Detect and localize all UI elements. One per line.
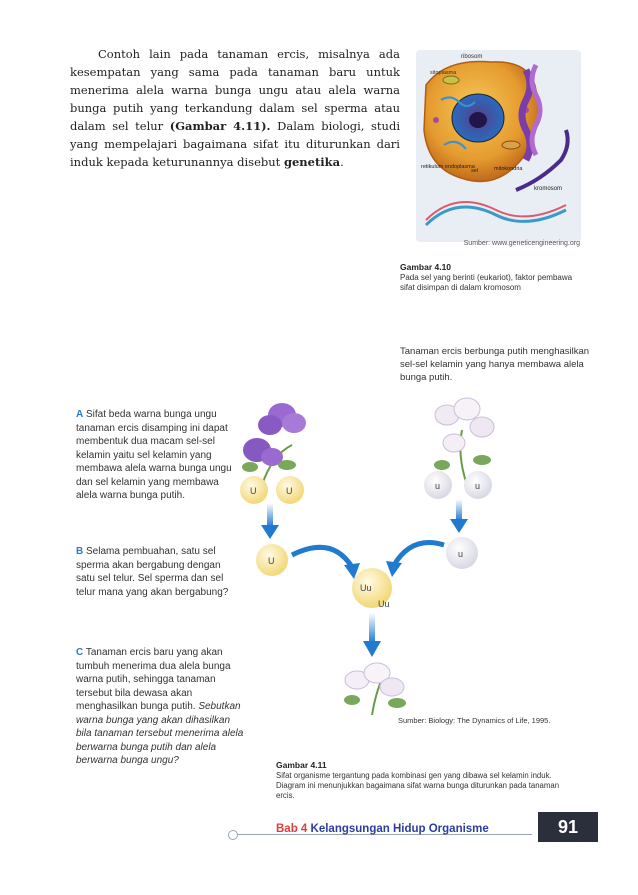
egg-allele: u xyxy=(458,549,464,559)
diagram-source: Sumber: Biology: The Dynamics of Life, 1995. xyxy=(398,716,551,725)
note-b xyxy=(76,545,236,599)
label-sel: sel xyxy=(471,168,479,174)
arrow-right-down xyxy=(450,499,468,533)
pea-inheritance-diagram xyxy=(232,395,562,725)
figure-4-11-caption: Sifat organisme tergantung pada kombinasi gen yang dibawa sel kelamin induk. Diagram ini menunjukkan bagaimana sifat warna bunga diturunkan pada tanaman ercis. xyxy=(276,771,560,800)
label-mitokondria: mitokondria xyxy=(494,166,523,172)
arrow-egg-to-zygote xyxy=(386,543,444,578)
intro-paragraph: Contoh lain pada tanaman ercis, misalnya ada kesempatan yang sama pada tanaman baru untuk menerima alela warna bunga ungu atau alela warna bunga putih yang terkandung dalam sel sperma atau dalam sel telur (Gambar 4.11). Dalam biologi, studi yang mempelajari bagaimana sifat itu diturunkan dari induk kepada keturunannya disebut genetika. xyxy=(70,47,400,169)
note-c-text: Tanaman ercis baru yang akan tumbuh menerima dua alela bunga warna putih, sehingga tanaman tersebut bila dewasa akan menghasilkan bunga putih. xyxy=(76,647,231,712)
note-c-question: Sebutkan warna bunga yang akan dihasilkan bila tanaman tersebut menerima alela berwarna bunga putih dan alela berwarna bunga ungu? xyxy=(76,701,244,766)
white-gamete-allele-2: u xyxy=(475,481,481,491)
footer-circle-ornament xyxy=(228,830,238,840)
note-b-letter: B xyxy=(76,546,84,557)
offspring-white-plant xyxy=(344,663,406,715)
note-b-text: Selama pembuahan, satu sel sperma akan bergabung dengan satu sel telur. Sel sperma dan sel telur mana yang akan bergabung? xyxy=(76,546,229,598)
footer-chapter-number: Bab 4 xyxy=(276,823,308,835)
footer-chapter-title xyxy=(276,823,489,835)
figure-reference: (Gambar 4.11). xyxy=(169,119,271,133)
eukaryotic-cell-figure xyxy=(416,50,581,242)
arrow-left-down xyxy=(261,503,279,539)
note-a-letter: A xyxy=(76,409,84,420)
purple-gametes xyxy=(240,476,304,504)
white-gametes xyxy=(424,471,492,499)
sperm-allele: U xyxy=(268,556,275,566)
white-plant-note: Tanaman ercis berbunga putih menghasilkan sel-sel kelamin yang hanya membawa alela bunga putih. xyxy=(400,346,590,383)
note-c-letter: C xyxy=(76,647,84,658)
footer-chapter-name: Kelangsungan Hidup Organisme xyxy=(310,823,489,835)
label-retikulum: retikulum endoplasma xyxy=(421,164,475,170)
white-gamete-allele-1: u xyxy=(435,481,441,491)
arrow-sperm-to-zygote xyxy=(292,547,360,579)
arrow-zygote-to-offspring xyxy=(363,613,381,657)
label-sitoplasma: sitoplasma xyxy=(430,70,457,76)
purple-gamete-allele-1: U xyxy=(250,486,257,496)
figure-4-10-title: Gambar 4.10 xyxy=(400,262,452,272)
page-number: 91 xyxy=(538,812,598,842)
zygote-genotype-2: Uu xyxy=(378,599,390,609)
zygote-genotype: Uu xyxy=(360,583,372,593)
figure-4-11-title: Gambar 4.11 xyxy=(276,760,327,770)
genetika-term: genetika xyxy=(283,155,341,169)
purple-gamete-allele-2: U xyxy=(286,486,293,496)
note-a-text: Sifat beda warna bunga ungu tanaman ercis disamping ini dapat membentuk dua macam sel-sel kelamin yaitu sel kelamin yang membawa alela warna bunga ungu dan sel kelamin yang membawa alela warna bunga putih. xyxy=(76,409,232,501)
note-a xyxy=(76,408,236,503)
purple-flower-plant xyxy=(242,403,306,485)
note-c xyxy=(76,646,246,768)
label-ribosom: ribosom xyxy=(461,54,483,60)
label-kromosom: kromosom xyxy=(534,186,563,192)
cell-figure-source: Sumber: www.geneticengineering.org xyxy=(463,240,580,247)
figure-4-10-caption: Pada sel yang berinti (eukariot), faktor pembawa sifat disimpan di dalam kromosom xyxy=(400,273,573,292)
